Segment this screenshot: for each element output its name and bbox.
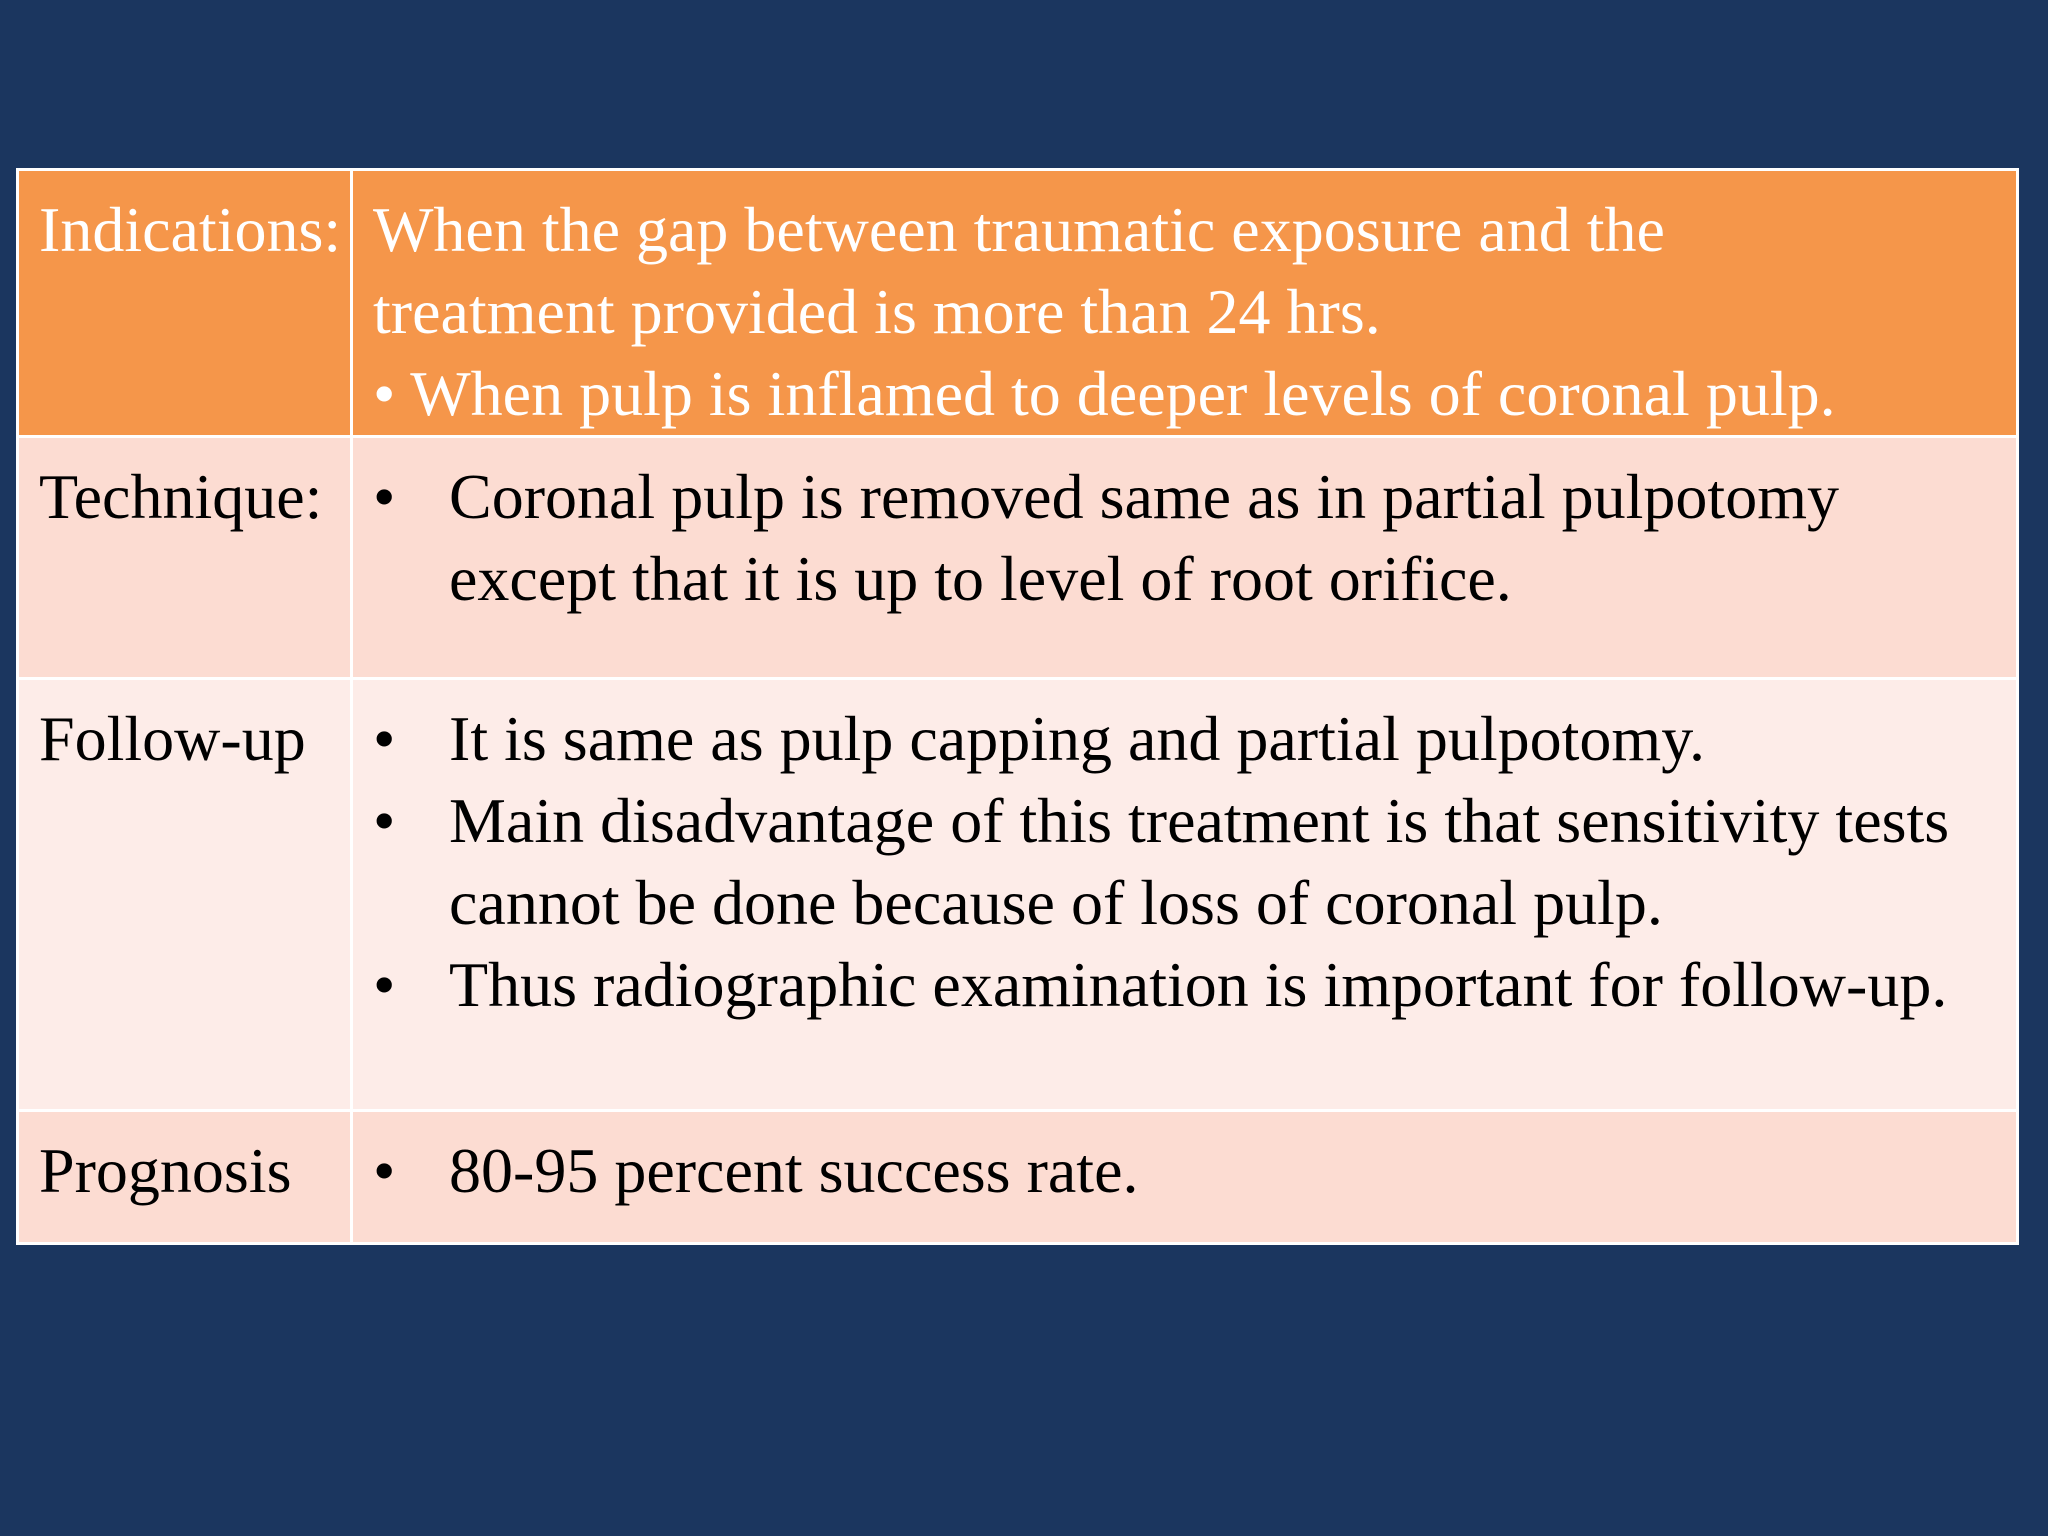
bullet-icon: • — [373, 703, 396, 774]
list-item — [373, 1130, 1996, 1212]
label-text: Follow-up — [39, 703, 306, 774]
list-item — [373, 456, 1996, 620]
bullet-text: 80-95 percent success rate. — [449, 1135, 1139, 1206]
content-line: • When pulp is inflamed to deeper levels of coronal pulp. — [373, 358, 1836, 429]
bullet-icon: • — [373, 785, 396, 856]
row-label-indications — [18, 170, 352, 437]
content-line: treatment provided is more than 24 hrs. — [373, 276, 1381, 347]
row-label-prognosis — [18, 1111, 352, 1244]
row-label-technique — [18, 437, 352, 679]
bullet-icon: • — [373, 1135, 396, 1206]
row-content-follow-up — [352, 679, 2018, 1111]
content-line: When the gap between traumatic exposure and the — [373, 194, 1665, 265]
label-text: Prognosis — [39, 1135, 292, 1206]
row-label-follow-up — [18, 679, 352, 1111]
bullet-list — [373, 456, 1996, 620]
bullet-icon: • — [373, 461, 396, 532]
label-text: Indications: — [39, 194, 342, 265]
bullet-text: Coronal pulp is removed same as in partial pulpotomy except that it is up to level of root orifice. — [449, 461, 1839, 614]
content-table — [16, 168, 2019, 1245]
row-content-technique — [352, 437, 2018, 679]
bullet-list — [373, 698, 1996, 1026]
table-row-indications — [18, 170, 2018, 437]
bullet-text: Thus radiographic examination is important for follow-up. — [449, 949, 1948, 1020]
row-content-prognosis — [352, 1111, 2018, 1244]
bullet-list — [373, 1130, 1996, 1212]
table-row-technique — [18, 437, 2018, 679]
row-content-indications — [352, 170, 2018, 437]
list-item — [373, 780, 1996, 944]
table-row-prognosis — [18, 1111, 2018, 1244]
list-item — [373, 698, 1996, 780]
table-row-follow-up — [18, 679, 2018, 1111]
bullet-text: It is same as pulp capping and partial pulpotomy. — [449, 703, 1706, 774]
bullet-text: Main disadvantage of this treatment is that sensitivity tests cannot be done because of loss of coronal pulp. — [449, 785, 1950, 938]
bullet-icon: • — [373, 949, 396, 1020]
list-item — [373, 944, 1996, 1026]
label-text: Technique: — [39, 461, 323, 532]
